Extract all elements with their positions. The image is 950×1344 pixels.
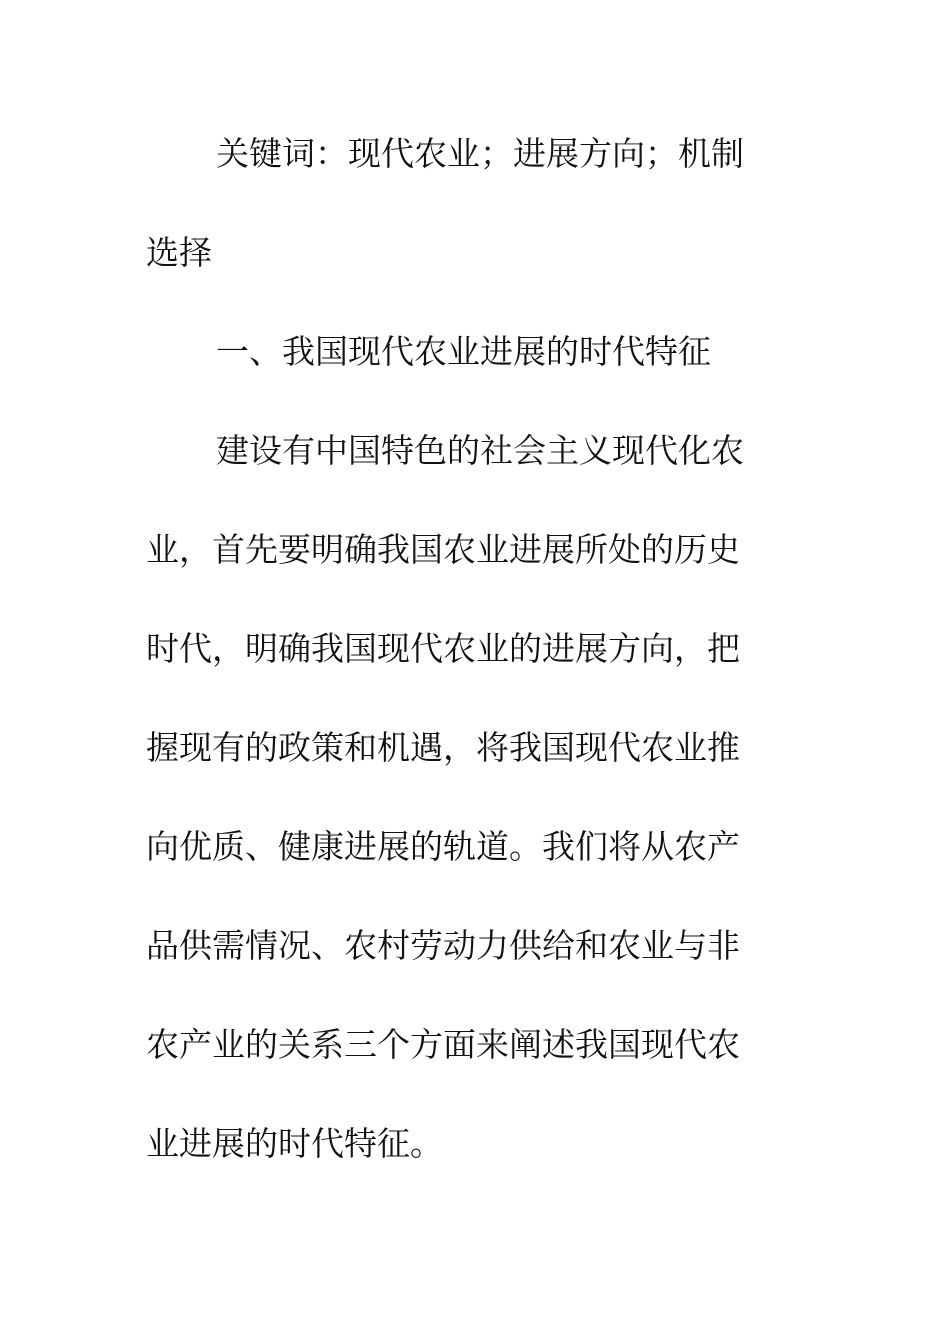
- paragraph-line: 业进展的时代特征。: [146, 1124, 443, 1163]
- paragraph-line: 时代，明确我国现代农业的进展方向，把: [146, 629, 740, 668]
- paragraph-line: 建设有中国特色的社会主义现代化农: [216, 431, 744, 470]
- paragraph-line: 业，首先要明确我国农业进展所处的历史: [146, 530, 740, 569]
- keywords-line-continued: 选择: [146, 233, 212, 272]
- section-heading: 一、我国现代农业进展的时代特征: [216, 332, 711, 371]
- document-body: [146, 126, 786, 1215]
- paragraph-line: 向优质、健康进展的轨道。我们将从农产: [146, 827, 740, 866]
- paragraph-line: 农产业的关系三个方面来阐述我国现代农: [146, 1025, 740, 1064]
- keywords-line: 关键词：现代农业；进展方向；机制: [216, 134, 744, 173]
- paragraph-line: 品供需情况、农村劳动力供给和农业与非: [146, 926, 740, 965]
- paragraph-line: 握现有的政策和机遇，将我国现代农业推: [146, 728, 740, 767]
